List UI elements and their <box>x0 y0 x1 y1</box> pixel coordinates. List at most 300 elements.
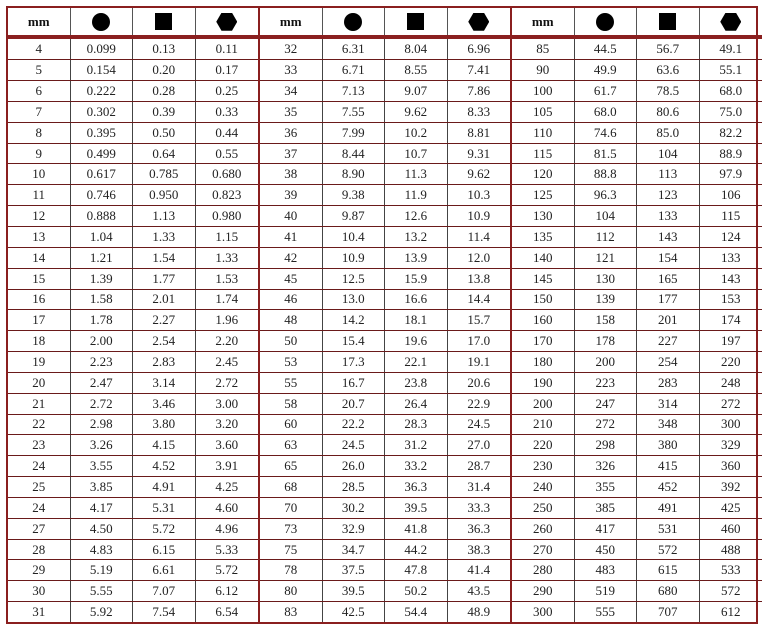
table-row <box>8 81 258 102</box>
round-weight-cell: 3.85 <box>71 477 134 497</box>
round-weight-cell: 96.3 <box>575 185 638 205</box>
size-cell: 24 <box>8 498 71 518</box>
size-cell: 31 <box>8 602 71 622</box>
size-cell: 38 <box>260 164 323 184</box>
size-cell: 300 <box>512 602 575 622</box>
hexagon-weight-cell: 24.5 <box>467 416 491 432</box>
table-row <box>512 185 762 206</box>
table-row <box>8 602 258 622</box>
round-weight-cell: 34.7 <box>323 540 386 560</box>
square-weight-cell: 2.83 <box>133 352 196 372</box>
square-weight-cell: 13.9 <box>385 248 448 268</box>
square-weight-cell: 0.20 <box>133 60 196 80</box>
table-row <box>512 560 762 581</box>
size-cell: 63 <box>260 435 323 455</box>
size-cell: 60 <box>260 415 323 435</box>
table-row <box>260 540 510 561</box>
table-row <box>260 248 510 269</box>
hexagon-weight-cell: 0.44 <box>215 124 239 140</box>
table-block <box>8 8 258 622</box>
hexagon-weight-cell: 6.96 <box>467 41 491 57</box>
square-weight-cell: 6.61 <box>133 560 196 580</box>
size-cell: 18 <box>8 331 71 351</box>
table-row <box>512 310 762 331</box>
hexagon-weight-cell: 0.25 <box>215 82 239 98</box>
table-row <box>260 290 510 311</box>
round-weight-cell: 158 <box>575 310 638 330</box>
table-row <box>8 331 258 352</box>
table-row <box>260 498 510 519</box>
hexagon-weight-cell: 38.3 <box>467 541 491 557</box>
round-weight-cell: 0.746 <box>71 185 134 205</box>
size-cell: 16 <box>8 290 71 310</box>
round-weight-cell: 5.55 <box>71 581 134 601</box>
size-cell: 230 <box>512 456 575 476</box>
round-weight-cell: 483 <box>575 560 638 580</box>
round-weight-cell: 1.21 <box>71 248 134 268</box>
table-row <box>512 227 762 248</box>
size-cell: 170 <box>512 331 575 351</box>
round-weight-cell: 4.17 <box>71 498 134 518</box>
size-cell: 42 <box>260 248 323 268</box>
shape-header <box>133 8 196 35</box>
square-weight-cell: 5.31 <box>133 498 196 518</box>
size-cell: 50 <box>260 331 323 351</box>
round-weight-cell: 0.302 <box>71 102 134 122</box>
size-cell: 260 <box>512 519 575 539</box>
square-weight-cell: 165 <box>637 269 700 289</box>
shape-header <box>575 8 638 35</box>
round-weight-cell: 6.71 <box>323 60 386 80</box>
square-weight-cell: 9.62 <box>385 102 448 122</box>
size-cell: 22 <box>8 415 71 435</box>
round-weight-cell: 9.87 <box>323 206 386 226</box>
square-weight-cell: 707 <box>637 602 700 622</box>
table-row <box>512 81 762 102</box>
table-row <box>512 394 762 415</box>
table-row <box>8 248 258 269</box>
size-cell: 24 <box>8 456 71 476</box>
round-weight-cell: 17.3 <box>323 352 386 372</box>
hexagon-weight-cell: 48.9 <box>467 604 491 620</box>
size-cell: 270 <box>512 540 575 560</box>
round-weight-cell: 104 <box>575 206 638 226</box>
shape-header <box>385 8 448 35</box>
table-row <box>260 227 510 248</box>
round-weight-cell: 16.7 <box>323 373 386 393</box>
table-row <box>8 373 258 394</box>
hexagon-weight-cell: 0.823 <box>212 187 242 203</box>
size-cell: 110 <box>512 123 575 143</box>
hexagon-weight-cell: 0.980 <box>212 208 242 224</box>
square-weight-cell: 1.54 <box>133 248 196 268</box>
size-cell: 9 <box>8 144 71 164</box>
size-cell: 120 <box>512 164 575 184</box>
table-row <box>8 269 258 290</box>
size-cell: 200 <box>512 394 575 414</box>
size-cell: 6 <box>8 81 71 101</box>
table-row <box>8 227 258 248</box>
square-weight-cell: 1.13 <box>133 206 196 226</box>
table-row <box>260 310 510 331</box>
size-cell: 12 <box>8 206 71 226</box>
hexagon-weight-cell: 4.96 <box>215 520 239 536</box>
table-row <box>512 352 762 373</box>
round-weight-cell: 88.8 <box>575 164 638 184</box>
size-cell: 73 <box>260 519 323 539</box>
round-weight-cell: 555 <box>575 602 638 622</box>
table-row <box>8 144 258 165</box>
table-row <box>8 394 258 415</box>
table-row <box>260 206 510 227</box>
square-weight-cell: 0.50 <box>133 123 196 143</box>
round-weight-cell: 44.5 <box>575 39 638 59</box>
round-weight-cell: 32.9 <box>323 519 386 539</box>
table-row <box>8 185 258 206</box>
table-header-row <box>8 8 258 39</box>
size-cell: 220 <box>512 435 575 455</box>
round-weight-cell: 10.9 <box>323 248 386 268</box>
hexagon-weight-cell: 533 <box>721 562 741 578</box>
hexagon-weight-cell: 0.680 <box>212 166 242 182</box>
table-row <box>260 123 510 144</box>
square-weight-cell: 44.2 <box>385 540 448 560</box>
size-cell: 83 <box>260 602 323 622</box>
shape-header <box>700 8 763 35</box>
round-weight-cell: 0.888 <box>71 206 134 226</box>
square-weight-cell: 572 <box>637 540 700 560</box>
table-row <box>512 456 762 477</box>
square-weight-cell: 13.2 <box>385 227 448 247</box>
square-weight-cell: 227 <box>637 331 700 351</box>
round-weight-cell: 0.099 <box>71 39 134 59</box>
square-weight-cell: 491 <box>637 498 700 518</box>
hexagon-weight-cell: 572 <box>721 583 741 599</box>
hexagon-weight-cell: 28.7 <box>467 458 491 474</box>
hexagon-weight-cell: 248 <box>721 374 741 390</box>
table-row <box>512 435 762 456</box>
hexagon-weight-cell: 55.1 <box>719 62 743 78</box>
square-weight-cell: 56.7 <box>637 39 700 59</box>
mm-header: mm <box>512 8 575 35</box>
square-weight-cell: 4.52 <box>133 456 196 476</box>
round-weight-cell: 0.222 <box>71 81 134 101</box>
round-weight-cell: 12.5 <box>323 269 386 289</box>
square-weight-cell: 415 <box>637 456 700 476</box>
shape-header <box>71 8 134 35</box>
hexagon-weight-cell: 17.0 <box>467 333 491 349</box>
hexagon-weight-cell: 43.5 <box>467 583 491 599</box>
hexagon-weight-cell: 425 <box>721 499 741 515</box>
round-weight-cell: 15.4 <box>323 331 386 351</box>
size-cell: 68 <box>260 477 323 497</box>
round-weight-cell: 28.5 <box>323 477 386 497</box>
table-block <box>510 8 762 622</box>
square-bar-icon <box>407 13 424 30</box>
round-weight-cell: 2.47 <box>71 373 134 393</box>
hexagon-weight-cell: 329 <box>721 437 741 453</box>
size-cell: 250 <box>512 498 575 518</box>
table-row <box>260 519 510 540</box>
square-weight-cell: 2.01 <box>133 290 196 310</box>
hexagon-weight-cell: 143 <box>721 270 741 286</box>
square-weight-cell: 23.8 <box>385 373 448 393</box>
square-weight-cell: 11.9 <box>385 185 448 205</box>
round-weight-cell: 1.04 <box>71 227 134 247</box>
round-bar-icon <box>596 13 614 31</box>
round-weight-cell: 0.617 <box>71 164 134 184</box>
square-weight-cell: 36.3 <box>385 477 448 497</box>
round-weight-cell: 121 <box>575 248 638 268</box>
size-cell: 210 <box>512 415 575 435</box>
size-cell: 58 <box>260 394 323 414</box>
hexagon-weight-cell: 1.15 <box>215 228 239 244</box>
hexagon-weight-cell: 7.41 <box>467 62 491 78</box>
hexagon-weight-cell: 197 <box>721 333 741 349</box>
shape-header <box>448 8 511 35</box>
table-row <box>512 602 762 622</box>
table-row <box>260 352 510 373</box>
hexagon-weight-cell: 272 <box>721 395 741 411</box>
hexagon-weight-cell: 75.0 <box>719 103 743 119</box>
round-weight-cell: 5.92 <box>71 602 134 622</box>
size-cell: 145 <box>512 269 575 289</box>
round-weight-cell: 49.9 <box>575 60 638 80</box>
table-row <box>512 331 762 352</box>
round-weight-cell: 3.26 <box>71 435 134 455</box>
table-row <box>260 477 510 498</box>
shape-header <box>323 8 386 35</box>
square-weight-cell: 85.0 <box>637 123 700 143</box>
hexagon-weight-cell: 14.4 <box>467 291 491 307</box>
square-weight-cell: 15.9 <box>385 269 448 289</box>
table-row <box>512 164 762 185</box>
round-weight-cell: 112 <box>575 227 638 247</box>
size-cell: 23 <box>8 435 71 455</box>
hexagon-bar-icon <box>216 13 237 31</box>
table-row <box>512 415 762 436</box>
round-weight-cell: 8.90 <box>323 164 386 184</box>
square-weight-cell: 380 <box>637 435 700 455</box>
size-cell: 45 <box>260 269 323 289</box>
square-weight-cell: 143 <box>637 227 700 247</box>
size-cell: 21 <box>8 394 71 414</box>
square-weight-cell: 6.15 <box>133 540 196 560</box>
size-cell: 39 <box>260 185 323 205</box>
square-weight-cell: 80.6 <box>637 102 700 122</box>
table-row <box>8 164 258 185</box>
round-weight-cell: 4.83 <box>71 540 134 560</box>
square-weight-cell: 531 <box>637 519 700 539</box>
size-cell: 19 <box>8 352 71 372</box>
hexagon-weight-cell: 9.62 <box>467 166 491 182</box>
square-weight-cell: 0.785 <box>133 164 196 184</box>
round-weight-cell: 5.19 <box>71 560 134 580</box>
table-row <box>8 581 258 602</box>
table-row <box>8 477 258 498</box>
round-weight-cell: 6.31 <box>323 39 386 59</box>
hexagon-weight-cell: 5.33 <box>215 541 239 557</box>
size-cell: 55 <box>260 373 323 393</box>
square-weight-cell: 78.5 <box>637 81 700 101</box>
square-weight-cell: 1.77 <box>133 269 196 289</box>
square-weight-cell: 0.64 <box>133 144 196 164</box>
square-weight-cell: 7.07 <box>133 581 196 601</box>
square-weight-cell: 18.1 <box>385 310 448 330</box>
table-row <box>8 206 258 227</box>
hexagon-weight-cell: 6.54 <box>215 604 239 620</box>
square-weight-cell: 12.6 <box>385 206 448 226</box>
round-weight-cell: 2.98 <box>71 415 134 435</box>
size-cell: 280 <box>512 560 575 580</box>
square-weight-cell: 33.2 <box>385 456 448 476</box>
round-weight-cell: 7.55 <box>323 102 386 122</box>
hexagon-weight-cell: 3.20 <box>215 416 239 432</box>
round-weight-cell: 0.499 <box>71 144 134 164</box>
square-weight-cell: 254 <box>637 352 700 372</box>
round-weight-cell: 247 <box>575 394 638 414</box>
table-row <box>512 373 762 394</box>
hexagon-weight-cell: 5.72 <box>215 562 239 578</box>
hexagon-weight-cell: 13.8 <box>467 270 491 286</box>
table-row <box>260 435 510 456</box>
hexagon-weight-cell: 8.81 <box>467 124 491 140</box>
table-row <box>8 352 258 373</box>
table-row <box>260 373 510 394</box>
table-row <box>8 123 258 144</box>
hexagon-weight-cell: 133 <box>721 249 741 265</box>
table-row <box>260 185 510 206</box>
table-row <box>512 144 762 165</box>
square-weight-cell: 283 <box>637 373 700 393</box>
hexagon-weight-cell: 88.9 <box>719 145 743 161</box>
table-row <box>512 581 762 602</box>
square-weight-cell: 680 <box>637 581 700 601</box>
square-weight-cell: 4.15 <box>133 435 196 455</box>
size-cell: 48 <box>260 310 323 330</box>
weight-table <box>6 6 758 624</box>
table-row <box>512 540 762 561</box>
hexagon-weight-cell: 3.60 <box>215 437 239 453</box>
round-weight-cell: 1.58 <box>71 290 134 310</box>
size-cell: 115 <box>512 144 575 164</box>
hexagon-weight-cell: 220 <box>721 353 741 369</box>
hexagon-weight-cell: 4.60 <box>215 499 239 515</box>
size-cell: 17 <box>8 310 71 330</box>
table-row <box>260 269 510 290</box>
size-cell: 70 <box>260 498 323 518</box>
hexagon-weight-cell: 1.74 <box>215 291 239 307</box>
round-weight-cell: 450 <box>575 540 638 560</box>
hexagon-weight-cell: 1.53 <box>215 270 239 286</box>
table-row <box>260 560 510 581</box>
table-row <box>260 164 510 185</box>
round-weight-cell: 200 <box>575 352 638 372</box>
hexagon-weight-cell: 9.31 <box>467 145 491 161</box>
round-weight-cell: 4.50 <box>71 519 134 539</box>
size-cell: 40 <box>260 206 323 226</box>
size-cell: 37 <box>260 144 323 164</box>
round-bar-icon <box>92 13 110 31</box>
hexagon-weight-cell: 6.12 <box>215 583 239 599</box>
round-weight-cell: 130 <box>575 269 638 289</box>
hexagon-weight-cell: 36.3 <box>467 520 491 536</box>
size-cell: 14 <box>8 248 71 268</box>
hexagon-weight-cell: 392 <box>721 479 741 495</box>
hexagon-weight-cell: 2.45 <box>215 353 239 369</box>
mm-header: mm <box>8 8 71 35</box>
square-weight-cell: 0.13 <box>133 39 196 59</box>
hexagon-weight-cell: 488 <box>721 541 741 557</box>
round-weight-cell: 1.78 <box>71 310 134 330</box>
hexagon-weight-cell: 153 <box>721 291 741 307</box>
square-weight-cell: 201 <box>637 310 700 330</box>
size-cell: 140 <box>512 248 575 268</box>
square-weight-cell: 54.4 <box>385 602 448 622</box>
round-weight-cell: 326 <box>575 456 638 476</box>
round-weight-cell: 1.39 <box>71 269 134 289</box>
table-row <box>260 581 510 602</box>
hexagon-weight-cell: 82.2 <box>719 124 743 140</box>
hexagon-weight-cell: 8.33 <box>467 103 491 119</box>
table-row <box>512 206 762 227</box>
round-weight-cell: 26.0 <box>323 456 386 476</box>
round-weight-cell: 385 <box>575 498 638 518</box>
table-row <box>260 602 510 622</box>
hexagon-weight-cell: 1.33 <box>215 249 239 265</box>
square-weight-cell: 177 <box>637 290 700 310</box>
size-cell: 135 <box>512 227 575 247</box>
table-row <box>8 540 258 561</box>
size-cell: 35 <box>260 102 323 122</box>
size-cell: 290 <box>512 581 575 601</box>
table-row <box>512 102 762 123</box>
size-cell: 27 <box>8 519 71 539</box>
square-weight-cell: 2.27 <box>133 310 196 330</box>
round-weight-cell: 20.7 <box>323 394 386 414</box>
square-weight-cell: 0.28 <box>133 81 196 101</box>
square-weight-cell: 8.55 <box>385 60 448 80</box>
round-weight-cell: 298 <box>575 435 638 455</box>
round-weight-cell: 272 <box>575 415 638 435</box>
size-cell: 32 <box>260 39 323 59</box>
hexagon-weight-cell: 27.0 <box>467 437 491 453</box>
square-weight-cell: 39.5 <box>385 498 448 518</box>
size-cell: 80 <box>260 581 323 601</box>
square-weight-cell: 0.39 <box>133 102 196 122</box>
size-cell: 75 <box>260 540 323 560</box>
table-row <box>8 290 258 311</box>
size-cell: 4 <box>8 39 71 59</box>
square-weight-cell: 104 <box>637 144 700 164</box>
round-weight-cell: 519 <box>575 581 638 601</box>
table-row <box>260 415 510 436</box>
hexagon-weight-cell: 19.1 <box>467 353 491 369</box>
square-weight-cell: 16.6 <box>385 290 448 310</box>
hexagon-weight-cell: 174 <box>721 312 741 328</box>
size-cell: 53 <box>260 352 323 372</box>
round-weight-cell: 2.72 <box>71 394 134 414</box>
round-weight-cell: 81.5 <box>575 144 638 164</box>
square-weight-cell: 26.4 <box>385 394 448 414</box>
size-cell: 36 <box>260 123 323 143</box>
square-weight-cell: 19.6 <box>385 331 448 351</box>
table-row <box>260 331 510 352</box>
square-weight-cell: 3.14 <box>133 373 196 393</box>
square-weight-cell: 63.6 <box>637 60 700 80</box>
table-row <box>8 415 258 436</box>
hexagon-weight-cell: 2.72 <box>215 374 239 390</box>
